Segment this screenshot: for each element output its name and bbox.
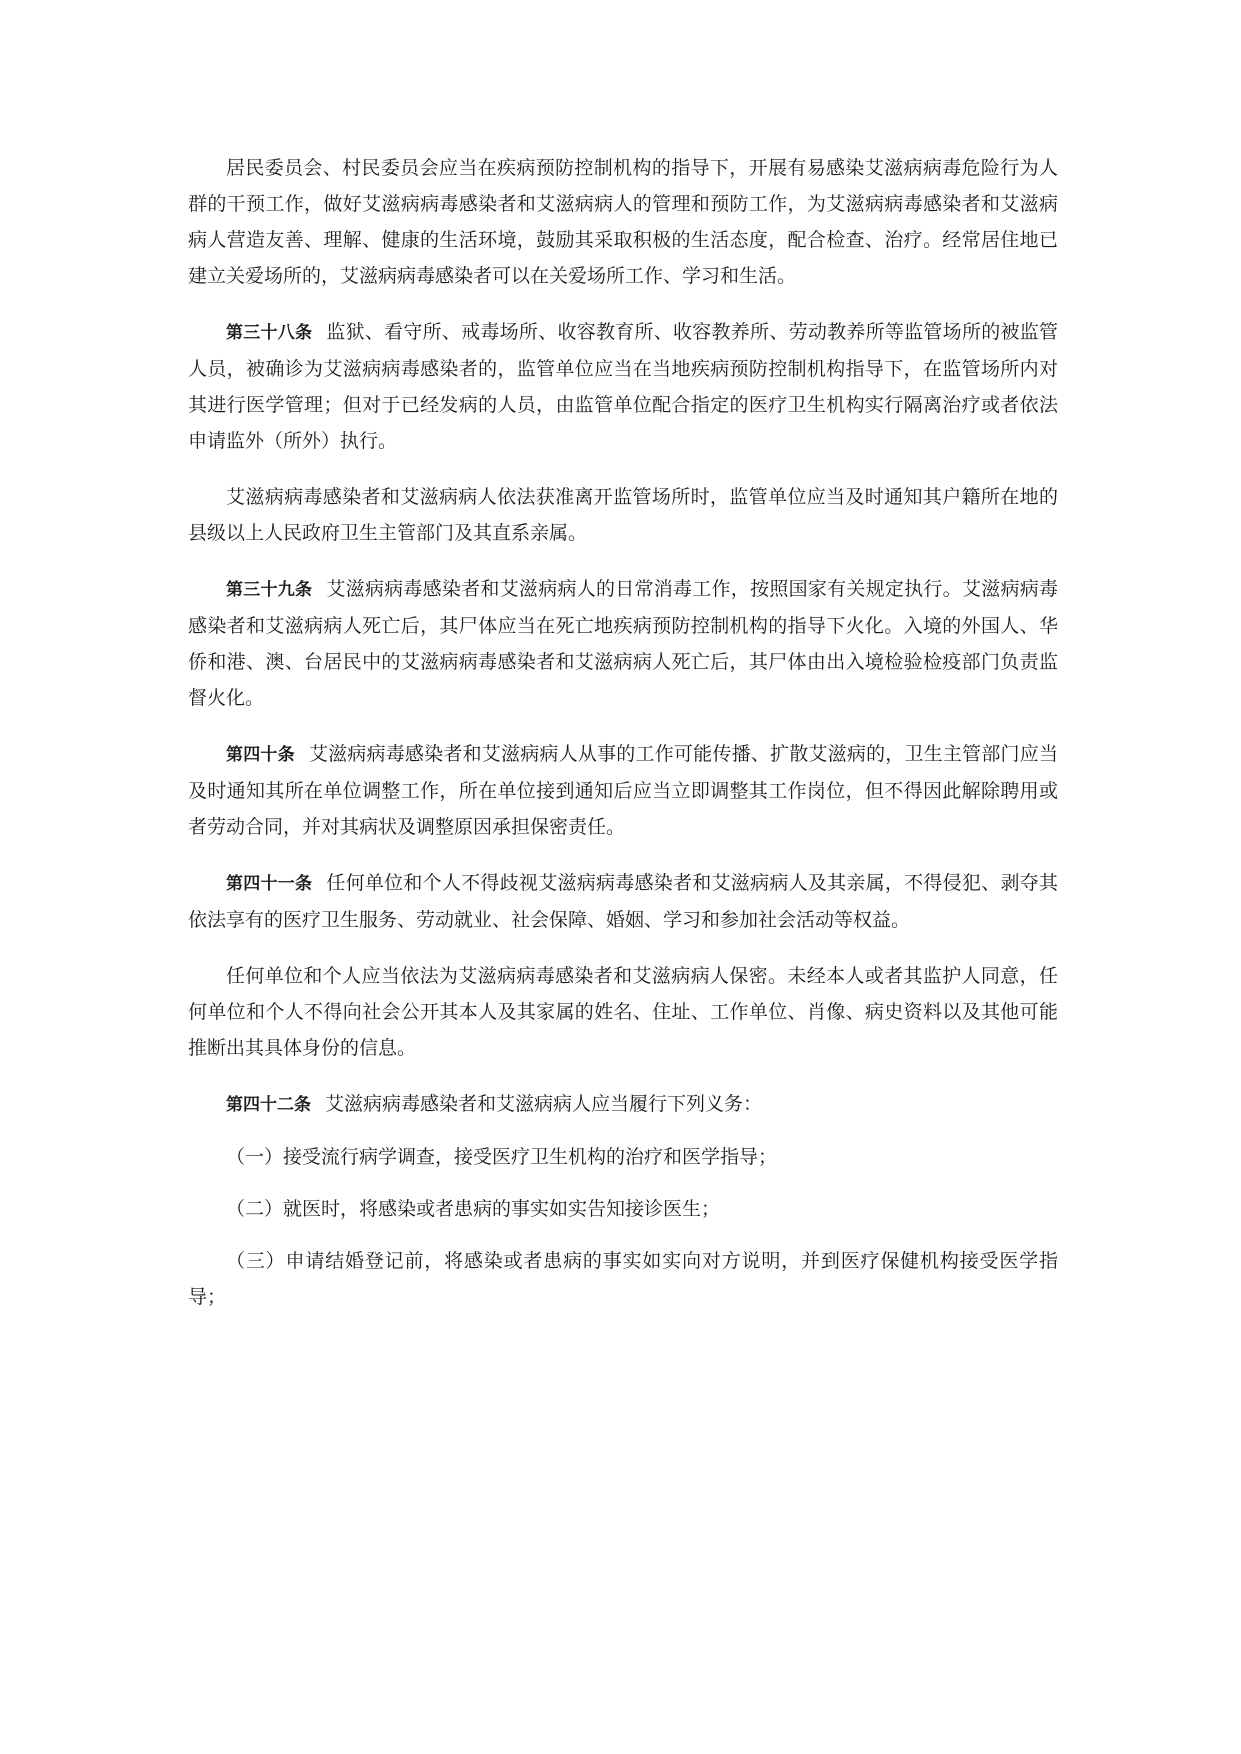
paragraph-1 <box>188 150 1058 294</box>
article-39 <box>188 571 1058 716</box>
paragraph-text: 艾滋病病毒感染者和艾滋病病人依法获准离开监管场所时，监管单位应当及时通知其户籍所在地的县级以上人民政府卫生主管部门及其直系亲属。 <box>188 486 1058 544</box>
paragraph-text: 艾滋病病毒感染者和艾滋病病人的日常消毒工作，按照国家有关规定执行。艾滋病病毒感染者和艾滋病病人死亡后，其尸体应当在死亡地疾病预防控制机构的指导下火化。入境的外国人、华侨和港、澳、台居民中的艾滋病病毒感染者和艾滋病病人死亡后，其尸体由出入境检验检疫部门负责监督火化。 <box>188 578 1058 709</box>
paragraph-text: 任何单位和个人不得歧视艾滋病病毒感染者和艾滋病病人及其亲属，不得侵犯、剥夺其依法享有的医疗卫生服务、劳动就业、社会保障、婚姻、学习和参加社会活动等权益。 <box>188 872 1058 931</box>
article-41 <box>188 865 1058 938</box>
list-item-2 <box>188 1191 1058 1227</box>
list-item-3 <box>188 1243 1058 1315</box>
article-heading: 第四十条 <box>226 745 295 765</box>
article-heading: 第三十八条 <box>226 323 313 343</box>
paragraph-text: 居民委员会、村民委员会应当在疾病预防控制机构的指导下，开展有易感染艾滋病病毒危险行为人群的干预工作，做好艾滋病病毒感染者和艾滋病病人的管理和预防工作，为艾滋病病毒感染者和艾滋病病人营造友善、理解、健康的生活环境，鼓励其采取积极的生活态度，配合检查、治疗。经常居住地已建立关爱场所的，艾滋病病毒感染者可以在关爱场所工作、学习和生活。 <box>188 157 1058 287</box>
document-body <box>188 150 1058 1331</box>
list-item-text: （三）申请结婚登记前，将感染或者患病的事实如实向对方说明，并到医疗保健机构接受医学指导； <box>188 1250 1058 1308</box>
paragraph-text: 监狱、看守所、戒毒场所、收容教育所、收容教养所、劳动教养所等监管场所的被监管人员，被确诊为艾滋病病毒感染者的，监管单位应当在当地疾病预防控制机构指导下，在监管场所内对其进行医学管理；但对于已经发病的人员，由监管单位配合指定的医疗卫生机构实行隔离治疗或者依法申请监外（所外）执行。 <box>188 321 1058 452</box>
paragraph-7 <box>188 958 1058 1066</box>
article-heading: 第三十九条 <box>226 580 313 600</box>
list-item-text: （二）就医时，将感染或者患病的事实如实告知接诊医生； <box>226 1198 721 1220</box>
list-item-text: （一）接受流行病学调查，接受医疗卫生机构的治疗和医学指导； <box>226 1146 778 1168</box>
article-heading: 第四十一条 <box>226 874 313 894</box>
list-item-1 <box>188 1139 1058 1175</box>
article-40 <box>188 736 1058 845</box>
paragraph-text: 艾滋病病毒感染者和艾滋病病人应当履行下列义务： <box>325 1093 763 1115</box>
article-38 <box>188 314 1058 459</box>
paragraph-3 <box>188 479 1058 551</box>
article-42 <box>188 1086 1058 1123</box>
paragraph-text: 艾滋病病毒感染者和艾滋病病人从事的工作可能传播、扩散艾滋病的，卫生主管部门应当及时通知其所在单位调整工作，所在单位接到通知后应当立即调整其工作岗位，但不得因此解除聘用或者劳动合同，并对其病状及调整原因承担保密责任。 <box>188 743 1058 838</box>
article-heading: 第四十二条 <box>226 1095 311 1115</box>
paragraph-text: 任何单位和个人应当依法为艾滋病病毒感染者和艾滋病病人保密。未经本人或者其监护人同意，任何单位和个人不得向社会公开其本人及其家属的姓名、住址、工作单位、肖像、病史资料以及其他可能推断出其具体身份的信息。 <box>188 965 1058 1059</box>
